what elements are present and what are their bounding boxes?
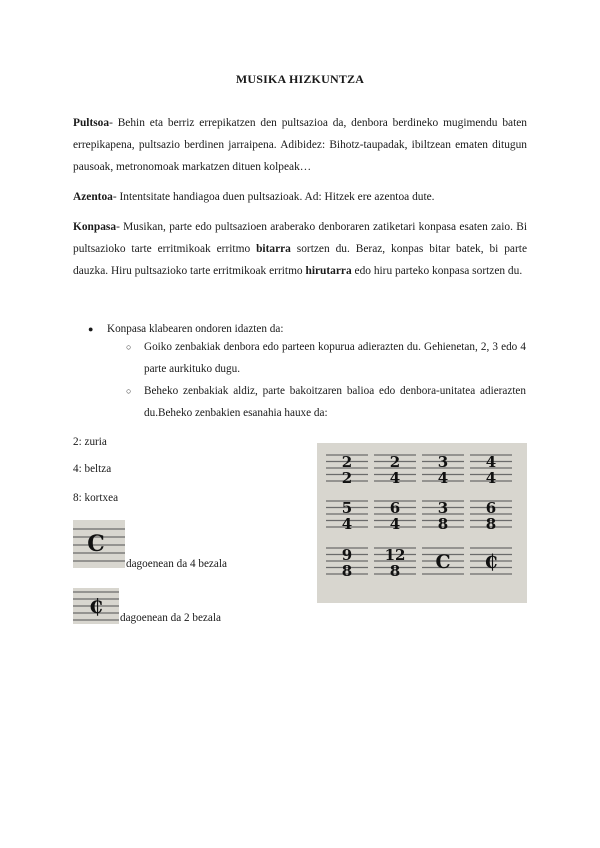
common-time-symbol: C — [87, 531, 105, 557]
common-time-icon — [73, 520, 125, 568]
time-signature-bottom: 4 — [389, 515, 401, 533]
definition-konpasa-1: - Musikan, parte edo pultsazioen araberako denboraren zatiketari konpasa esaten zaio. Bi pultsazioko tarte erritmikoak erritmo — [73, 221, 527, 255]
time-signature-top: 5 — [341, 499, 353, 517]
paragraph-pultsoa — [73, 112, 527, 178]
legend-kortxea: 8: kortxea — [73, 492, 119, 504]
time-signature-symbol: C — [435, 551, 451, 573]
cut-time-icon — [73, 588, 119, 624]
term-bitarra: bitarra — [256, 243, 291, 255]
caption-common-time: dagoenean da 4 bezala — [126, 558, 227, 570]
time-signature-top: 2 — [341, 453, 353, 471]
term-hirutarra: hirutarra — [305, 265, 352, 277]
bullet-mark: ● — [88, 324, 94, 334]
sub-bullet-text: Beheko zenbakiak aldiz, parte bakoitzaren balioa edo denbora-unitatea adierazten du.Beheko zenbakien esanahia hauxe da: — [144, 385, 526, 419]
time-signature-bottom: 4 — [437, 469, 449, 487]
legend-beltza: 4: beltza — [73, 463, 112, 475]
time-signature-top: 9 — [341, 546, 353, 564]
time-signature-top: 6 — [389, 499, 401, 517]
sub-bullet-text: Goiko zenbakiak denbora edo parteen kopurua adierazten du. Gehienetan, 2, 3 edo 4 parte aurkituko dugu. — [144, 341, 526, 375]
time-signature-top: 3 — [437, 453, 449, 471]
term-pultsoa: Pultsoa — [73, 117, 110, 129]
term-azentoa: Azentoa — [73, 191, 113, 203]
time-signature-grid — [317, 443, 527, 603]
time-signature-bottom: 4 — [485, 469, 497, 487]
time-signature-top: 2 — [389, 453, 401, 471]
caption-cut-time: dagoenean da 2 bezala — [120, 612, 221, 624]
definition-pultsoa: - Behin eta berriz errepikatzen den pultsazioa da, denbora berdineko mugimendu baten errepikapena, pultsazio berdinen jarraipena. Adibidez: Bihotz-taupadak, ibiltzean ematen ditugun pausoak, metronomoak markatzen dituen kolpeak… — [73, 117, 527, 173]
term-konpasa: Konpasa — [73, 221, 117, 233]
definition-konpasa-2: sortzen du. Beraz, konpas bitar batek, bi parte dauzka. Hiru pultsazioko tarte erritmikoak erritmo — [73, 243, 527, 277]
sub-bullet-mark: ○ — [126, 386, 132, 396]
time-signature-symbol: ₵ — [484, 551, 498, 573]
time-signature-bottom: 2 — [341, 469, 353, 487]
time-signature-top: 6 — [485, 499, 497, 517]
time-signature-top: 12 — [384, 546, 406, 564]
sub-bullet-mark: ○ — [126, 342, 132, 352]
paragraph-azentoa — [73, 186, 527, 208]
cut-time-symbol: ₵ — [89, 594, 103, 618]
time-signature-bottom: 4 — [341, 515, 353, 533]
time-signature-bottom: 8 — [389, 562, 401, 580]
bullet-text: Konpasa klabearen ondoren idazten da: — [107, 323, 284, 335]
time-signature-bottom: 8 — [485, 515, 497, 533]
time-signature-bottom: 8 — [341, 562, 353, 580]
time-signature-top: 4 — [485, 453, 497, 471]
definition-konpasa-3: edo hiru parteko konpasa sortzen du. — [351, 265, 523, 277]
sub-bullet-2 — [126, 380, 526, 424]
sub-bullet-1 — [126, 336, 526, 380]
definition-azentoa: - Intentsitate handiagoa duen pultsazioak. Ad: Hitzek ere azentoa dute. — [112, 191, 435, 203]
time-signature-top: 3 — [437, 499, 449, 517]
paragraph-konpasa — [73, 216, 527, 282]
legend-zuria: 2: zuria — [73, 436, 107, 448]
page-title: MUSIKA HIZKUNTZA — [235, 72, 365, 86]
time-signature-bottom: 4 — [389, 469, 401, 487]
time-signature-bottom: 8 — [437, 515, 449, 533]
